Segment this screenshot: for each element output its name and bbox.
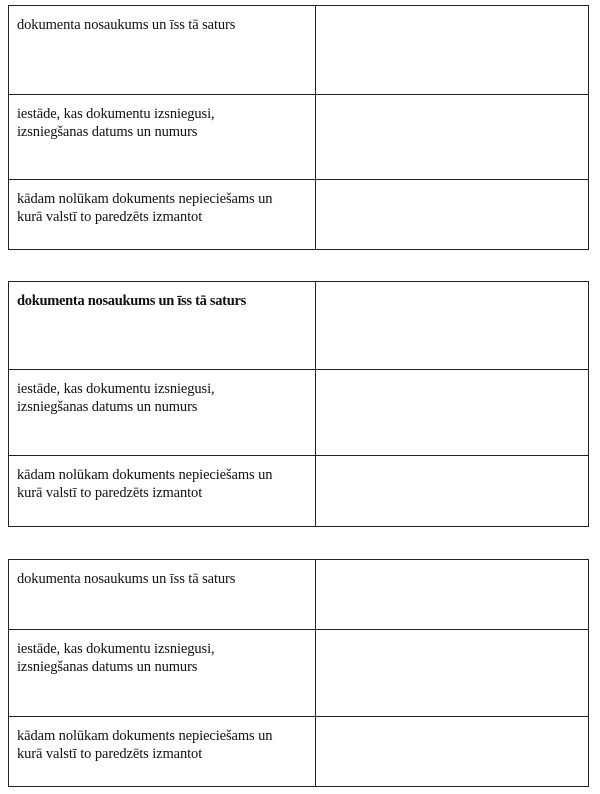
document-form-table-3 [8, 559, 589, 787]
document-form-table-1 [8, 5, 589, 250]
label-cell-purpose [9, 456, 316, 527]
label-text: izsniegšanas datums un numurs [17, 399, 198, 415]
label-text: iestāde, kas dokumentu izsniegusi, [17, 106, 215, 122]
table-row [9, 717, 589, 787]
label-text: kādam nolūkam dokuments nepieciešams un [17, 467, 273, 483]
label-text: kurā valstī to paredzēts izmantot [17, 746, 203, 762]
label-cell-document-title [9, 282, 316, 370]
table-row [9, 370, 589, 456]
value-cell-document-title[interactable] [316, 560, 589, 630]
label-text: kādam nolūkam dokuments nepieciešams un [17, 728, 273, 744]
label-cell-document-title [9, 560, 316, 630]
value-cell-issuing-authority[interactable] [316, 370, 589, 456]
table-row [9, 6, 589, 95]
value-cell-purpose[interactable] [316, 456, 589, 527]
label-text: dokumenta nosaukums un īss tā saturs [17, 571, 236, 587]
label-text: kurā valstī to paredzēts izmantot [17, 485, 203, 501]
label-cell-issuing-authority [9, 370, 316, 456]
label-text: kādam nolūkam dokuments nepieciešams un [17, 191, 273, 207]
table-row [9, 95, 589, 180]
label-cell-issuing-authority [9, 630, 316, 717]
label-text: iestāde, kas dokumentu izsniegusi, [17, 641, 215, 657]
label-text: kurā valstī to paredzēts izmantot [17, 209, 203, 225]
label-text: dokumenta nosaukums un īss tā saturs [17, 17, 236, 33]
label-text: izsniegšanas datums un numurs [17, 124, 198, 140]
document-form-table-2 [8, 281, 589, 527]
label-cell-document-title [9, 6, 316, 95]
table-row [9, 282, 589, 370]
table-row [9, 180, 589, 250]
table-row [9, 456, 589, 527]
value-cell-issuing-authority[interactable] [316, 95, 589, 180]
label-cell-issuing-authority [9, 95, 316, 180]
label-text: dokumenta nosaukums un īss tā saturs [17, 293, 246, 309]
table-row [9, 630, 589, 717]
value-cell-purpose[interactable] [316, 717, 589, 787]
value-cell-issuing-authority[interactable] [316, 630, 589, 717]
value-cell-purpose[interactable] [316, 180, 589, 250]
label-cell-purpose [9, 180, 316, 250]
label-text: izsniegšanas datums un numurs [17, 659, 198, 675]
label-text: iestāde, kas dokumentu izsniegusi, [17, 381, 215, 397]
value-cell-document-title[interactable] [316, 282, 589, 370]
value-cell-document-title[interactable] [316, 6, 589, 95]
table-row [9, 560, 589, 630]
label-cell-purpose [9, 717, 316, 787]
